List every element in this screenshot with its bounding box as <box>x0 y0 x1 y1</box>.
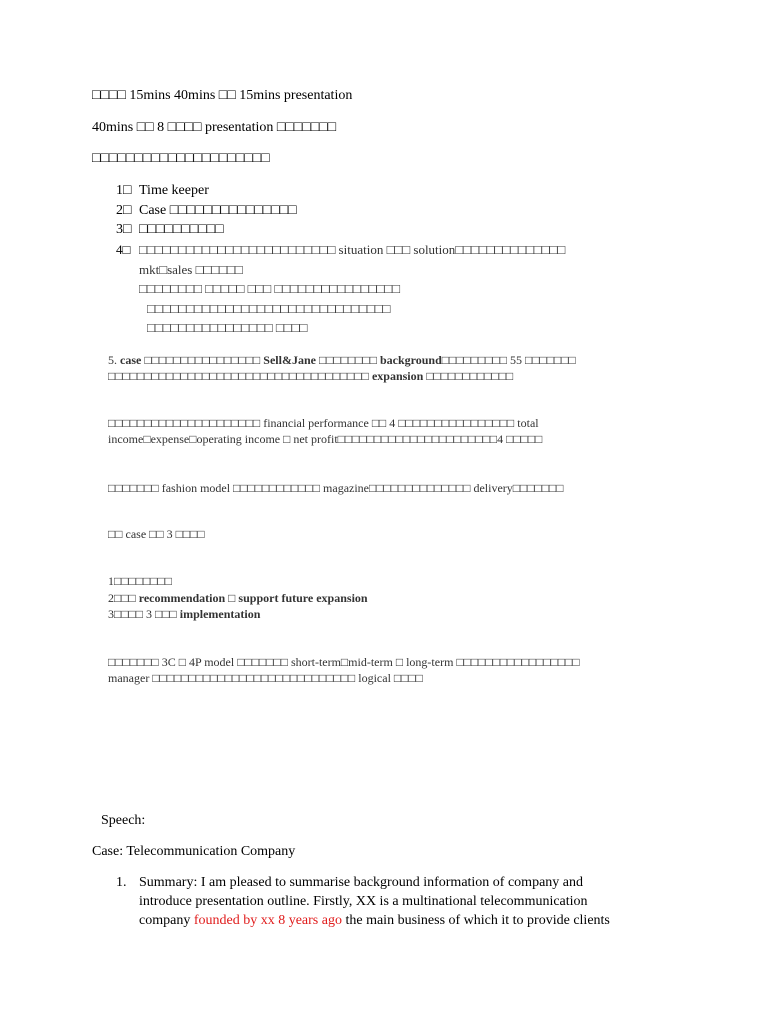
point-item: 1□□□□□□□□ <box>108 574 172 588</box>
list-item <box>116 242 566 258</box>
list-item-continuation: □□□□□□□□□□□□□□□□ □□□□ <box>147 320 308 335</box>
speech-line-3: company founded by xx 8 years ago the main business of which it to provide clients <box>139 913 610 928</box>
list-number: 3□ <box>116 222 132 237</box>
list-item <box>116 222 224 238</box>
speech-label: Speech: <box>101 813 146 828</box>
list-item <box>116 203 297 219</box>
list-text: Time keeper <box>139 183 209 198</box>
speech-line-2: introduce presentation outline. Firstly, XX is a multinational telecommunication <box>139 894 588 909</box>
model-line-2: manager □□□□□□□□□□□□□□□□□□□□□□□□□□□□ logical □□□□ <box>108 671 423 685</box>
intro-line-2: 40mins □□ 8 □□□□ presentation □□□□□□□ <box>92 120 337 135</box>
case-title: Case: Telecommunication Company <box>92 844 296 859</box>
intro-line-1: □□□□ 15mins 40mins □□ 15mins presentation <box>92 88 353 103</box>
fashion-line: □□□□□□□ fashion model □□□□□□□□□□□□ magazine□□□□□□□□□□□□□□ delivery□□□□□□□ <box>108 481 564 495</box>
case-paragraph-line-1: 5. case □□□□□□□□□□□□□□□□ Sell&Jane □□□□□□□□ background□□□□□□□□□ 55 □□□□□□□ <box>108 353 576 367</box>
list-text: Case □□□□□□□□□□□□□□□ <box>139 203 297 218</box>
speech-item-number: 1. <box>116 875 127 890</box>
case-three-line: □□ case □□ 3 □□□□ <box>108 527 205 541</box>
intro-line-3: □□□□□□□□□□□□□□□□□□□□□ <box>92 151 270 166</box>
list-number: 1□ <box>116 183 132 198</box>
point-item: 3□□□□ 3 □□□ implementation <box>108 607 261 621</box>
point-item: 2□□□ recommendation □ support future expansion <box>108 591 368 605</box>
list-item-continuation: □□□□□□□□ □□□□□ □□□ □□□□□□□□□□□□□□□□ <box>139 281 401 296</box>
list-text: □□□□□□□□□□□□□□□□□□□□□□□□□ situation □□□ solution□□□□□□□□□□□□□□ <box>139 242 566 257</box>
list-item-continuation: □□□□□□□□□□□□□□□□□□□□□□□□□□□□□□□ <box>147 301 391 316</box>
list-number: 4□ <box>116 242 131 257</box>
model-line-1: □□□□□□□ 3C □ 4P model □□□□□□□ short-term□mid-term □ long-term □□□□□□□□□□□□□□□□□ <box>108 655 580 669</box>
list-text: □□□□□□□□□□ <box>139 222 224 237</box>
financial-line-2: income□expense□operating income □ net profit□□□□□□□□□□□□□□□□□□□□□□4 □□□□□ <box>108 432 543 446</box>
highlighted-text: founded by xx 8 years ago <box>193 913 342 928</box>
case-paragraph-line-2: □□□□□□□□□□□□□□□□□□□□□□□□□□□□□□□□□□□□ expansion □□□□□□□□□□□□ <box>108 369 514 383</box>
speech-line-1: Summary: I am pleased to summarise background information of company and <box>139 875 584 890</box>
list-item <box>116 183 209 199</box>
list-item-continuation: mkt□sales □□□□□□ <box>139 262 243 277</box>
list-number: 2□ <box>116 203 132 218</box>
financial-line-1: □□□□□□□□□□□□□□□□□□□□□ financial performance □□ 4 □□□□□□□□□□□□□□□□ total <box>108 416 539 430</box>
